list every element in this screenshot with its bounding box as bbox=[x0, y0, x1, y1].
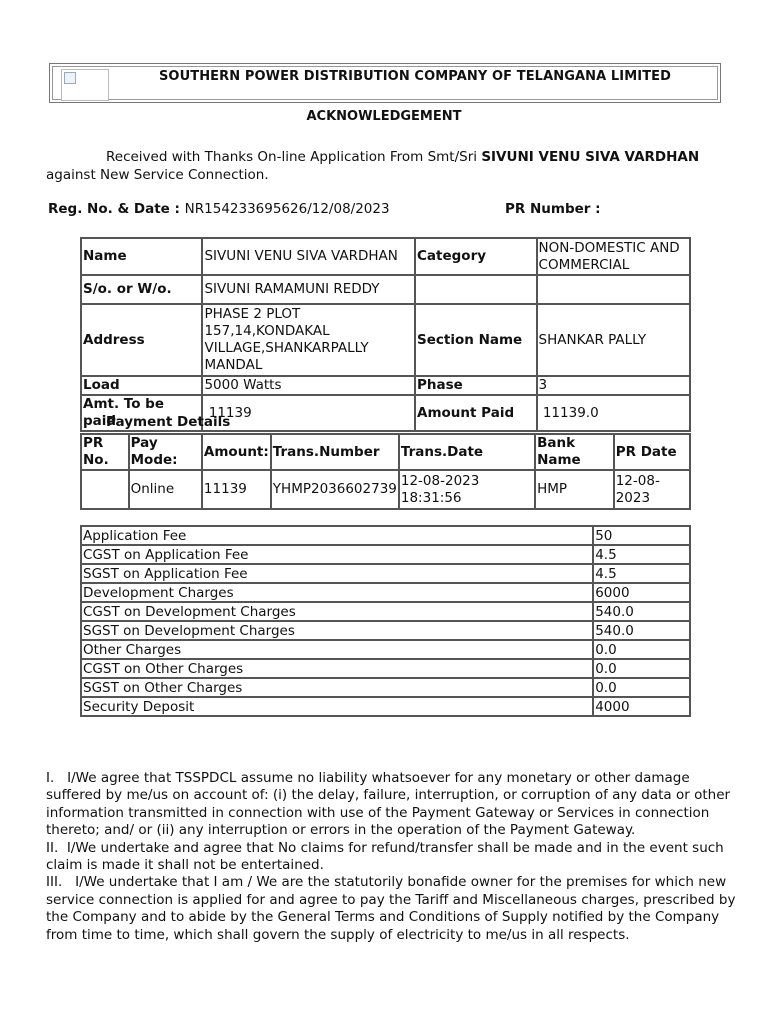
table-row bbox=[81, 526, 690, 545]
reg-value: NR154233695626/12/08/2023 bbox=[184, 201, 390, 217]
charge-value: 50 bbox=[593, 526, 690, 545]
table-row bbox=[81, 678, 690, 697]
charge-label: CGST on Development Charges bbox=[81, 602, 593, 621]
table-row bbox=[81, 275, 690, 304]
term-2: II. I/We undertake and agree that No claims for refund/transfer shall be made and in the event such claim is made it shall not be entertained. bbox=[46, 839, 729, 874]
broken-image-icon bbox=[61, 69, 109, 101]
applicant-details-table bbox=[80, 237, 691, 432]
header-box bbox=[49, 63, 721, 103]
header-pay-mode: Pay Mode: bbox=[129, 434, 202, 470]
charge-value: 540.0 bbox=[593, 621, 690, 640]
table-row bbox=[81, 238, 690, 275]
cell-pr-date: 12-08-2023 bbox=[614, 470, 690, 509]
table-row bbox=[81, 545, 690, 564]
category-value: NON-DOMESTIC AND COMMERCIAL bbox=[537, 238, 690, 275]
section-value: SHANKAR PALLY bbox=[537, 304, 690, 376]
header-bank-name: Bank Name bbox=[535, 434, 614, 470]
charge-label: SGST on Development Charges bbox=[81, 621, 593, 640]
table-row bbox=[81, 640, 690, 659]
header-amount: Amount: bbox=[202, 434, 271, 470]
charge-label: SGST on Other Charges bbox=[81, 678, 593, 697]
header-pr-no: PR No. bbox=[81, 434, 129, 470]
cell-amount: 11139 bbox=[202, 470, 271, 509]
load-value: 5000 Watts bbox=[202, 376, 415, 395]
registration-line bbox=[48, 201, 390, 217]
terms-section bbox=[46, 770, 740, 944]
charge-label: CGST on Application Fee bbox=[81, 545, 593, 564]
phase-value: 3 bbox=[537, 376, 690, 395]
so-value: SIVUNI RAMAMUNI REDDY bbox=[202, 275, 415, 304]
amount-paid-label: Amount Paid bbox=[415, 395, 537, 431]
pr-number-label: PR Number : bbox=[505, 201, 601, 217]
charge-label: Development Charges bbox=[81, 583, 593, 602]
charge-value: 4.5 bbox=[593, 545, 690, 564]
charge-value: 6000 bbox=[593, 583, 690, 602]
charges-table bbox=[80, 525, 691, 717]
charge-value: 0.0 bbox=[593, 640, 690, 659]
empty-cell bbox=[415, 275, 537, 304]
charge-label: Other Charges bbox=[81, 640, 593, 659]
page-title: ACKNOWLEDGEMENT bbox=[306, 109, 462, 124]
amount-paid-value: 11139.0 bbox=[537, 395, 690, 431]
amt-to-pay-label: Amt. To be paid bbox=[81, 395, 202, 431]
amt-to-pay-value: 11139 bbox=[202, 395, 415, 431]
section-label: Section Name bbox=[415, 304, 537, 376]
charge-value: 540.0 bbox=[593, 602, 690, 621]
table-row bbox=[81, 602, 690, 621]
empty-cell bbox=[537, 275, 690, 304]
applicant-name: SIVUNI VENU SIVA VARDHAN bbox=[481, 149, 700, 165]
so-label: S/o. or W/o. bbox=[81, 275, 202, 304]
header-trans-date: Trans.Date bbox=[399, 434, 535, 470]
header-inner-border bbox=[52, 66, 718, 100]
table-row bbox=[81, 583, 690, 602]
charge-value: 0.0 bbox=[593, 659, 690, 678]
category-label: Category bbox=[415, 238, 537, 275]
cell-pay-mode: Online bbox=[129, 470, 202, 509]
intro-before: Received with Thanks On-line Application From Smt/Sri bbox=[106, 149, 482, 165]
payment-table bbox=[80, 433, 691, 510]
table-row bbox=[81, 697, 690, 716]
table-row bbox=[81, 659, 690, 678]
payment-details-label: Payment Details bbox=[106, 414, 231, 430]
charge-label: SGST on Application Fee bbox=[81, 564, 593, 583]
cell-trans-number: YHMP2036602739 bbox=[271, 470, 399, 509]
table-row bbox=[81, 434, 690, 470]
broken-image-glyph bbox=[64, 72, 76, 84]
name-value: SIVUNI VENU SIVA VARDHAN bbox=[202, 238, 415, 275]
name-label: Name bbox=[81, 238, 202, 275]
phase-label: Phase bbox=[415, 376, 537, 395]
table-row bbox=[81, 470, 690, 509]
table-row bbox=[81, 564, 690, 583]
cell-bank-name: HMP bbox=[535, 470, 614, 509]
header-trans-number: Trans.Number bbox=[271, 434, 399, 470]
reg-label: Reg. No. & Date : bbox=[48, 201, 185, 217]
cell-pr-no bbox=[81, 470, 129, 509]
term-1: I. I/We agree that TSSPDCL assume no liability whatsoever for any monetary or other damage suffered by me/us on account of: (i) the delay, failure, interruption, or corruption of any data or other information transmitted in connection with use of the Payment Gateway or Services in connection thereto; and/ or (ii) any interruption or errors in the operation of the Payment Gateway. bbox=[46, 770, 735, 839]
term-3: III. I/We undertake that I am / We are the statutorily bonafide owner for the premises for which new service connection is applied for and agree to pay the Tariff and Miscellaneous charges, prescribed by the Company and to abide by the General Terms and Conditions of Supply notified by the Company from time to time, which shall govern the supply of electricity to me/us in all respects. bbox=[46, 874, 740, 943]
charge-value: 4.5 bbox=[593, 564, 690, 583]
cell-trans-date: 12-08-2023 18:31:56 bbox=[399, 470, 535, 509]
intro-text bbox=[46, 148, 736, 184]
table-row bbox=[81, 376, 690, 395]
table-row bbox=[81, 621, 690, 640]
charge-label: Application Fee bbox=[81, 526, 593, 545]
charge-label: CGST on Other Charges bbox=[81, 659, 593, 678]
company-name: SOUTHERN POWER DISTRIBUTION COMPANY OF TELANGANA LIMITED bbox=[158, 69, 672, 84]
header-pr-date: PR Date bbox=[614, 434, 690, 470]
address-label: Address bbox=[81, 304, 202, 376]
charge-value: 0.0 bbox=[593, 678, 690, 697]
charge-value: 4000 bbox=[593, 697, 690, 716]
intro-after: against New Service Connection. bbox=[46, 167, 269, 183]
table-row bbox=[81, 304, 690, 376]
charge-label: Security Deposit bbox=[81, 697, 593, 716]
address-value: PHASE 2 PLOT 157,14,KONDAKAL VILLAGE,SHANKARPALLY MANDAL bbox=[202, 304, 415, 376]
load-label: Load bbox=[81, 376, 202, 395]
